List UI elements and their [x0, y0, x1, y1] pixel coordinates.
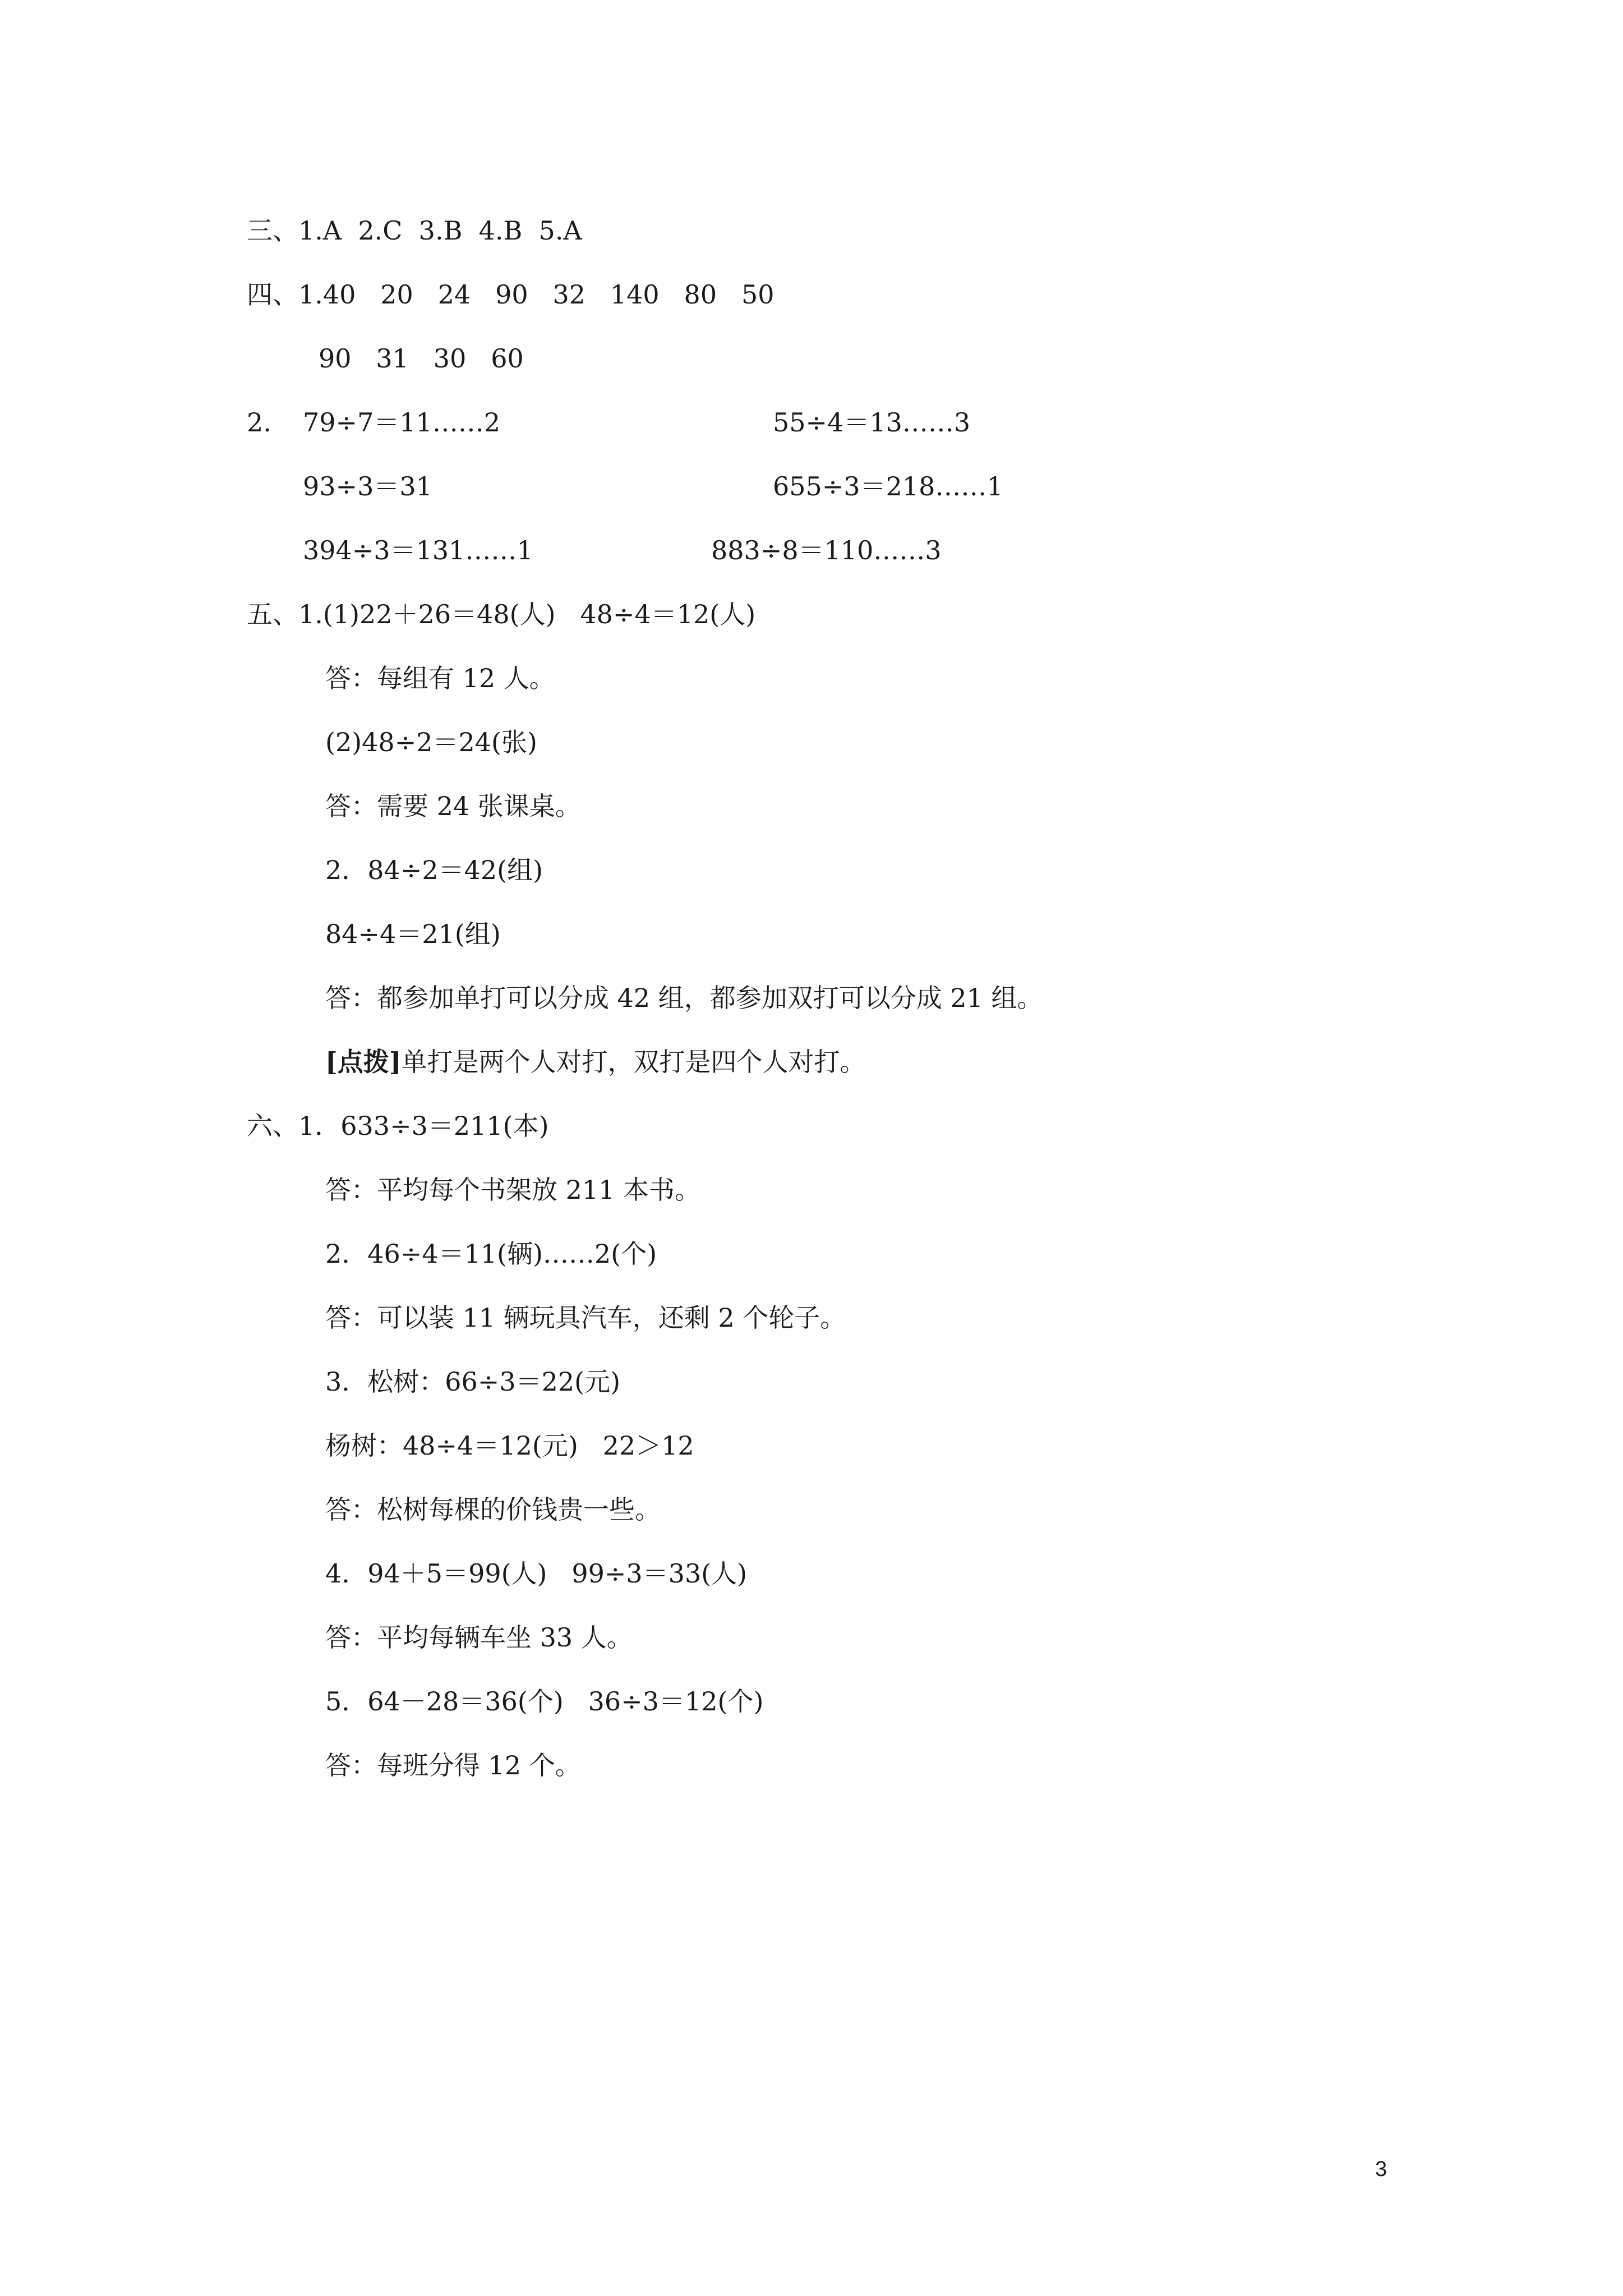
sec5-line1: 五、1.(1)22＋26＝48(人) 48÷4＝12(人)	[247, 599, 756, 629]
sec6-answer2: 答：可以装 11 辆玩具汽车，还剩 2 个轮子。	[325, 1303, 846, 1333]
sec6-line6: 杨树：48÷4＝12(元) 22＞12	[325, 1430, 694, 1461]
sec3-answers: 三、1.A 2.C 3.B 4.B 5.A	[247, 215, 582, 246]
sec6-answer5: 答：每班分得 12 个。	[325, 1750, 581, 1780]
sec5-answer2: 答：需要 24 张课桌。	[325, 791, 581, 821]
sec5-answer1: 答：每组有 12 人。	[325, 663, 555, 693]
sec5-tip	[325, 1049, 866, 1075]
sec6-answer1: 答：平均每个书架放 211 本书。	[325, 1175, 701, 1205]
sec6-line8: 4．94＋5＝99(人) 99÷3＝33(人)	[325, 1558, 748, 1589]
sec4-eq2: 55÷4＝13……3	[773, 407, 971, 438]
sec6-line10: 5．64－28＝36(个) 36÷3＝12(个)	[325, 1686, 764, 1717]
sec6-line5: 3．松树：66÷3＝22(元)	[325, 1366, 621, 1397]
sec5-line5: 2．84÷2＝42(组)	[325, 855, 543, 885]
sec6-line1: 六、1．633÷3＝211(本)	[247, 1111, 549, 1141]
sec5-line3: (2)48÷2＝24(张)	[325, 727, 537, 757]
page-number: 3	[1375, 2157, 1387, 2181]
sec4-eq4: 655÷3＝218……1	[773, 471, 1003, 501]
sec6-answer3: 答：松树每棵的价钱贵一些。	[325, 1494, 661, 1525]
sec5-line6: 84÷4＝21(组)	[325, 919, 501, 949]
sec4-item2-label: 2.	[247, 407, 271, 438]
sec4-row1: 四、1.40 20 24 90 32 140 80 50	[247, 279, 774, 310]
sec4-eq3: 93÷3＝31	[303, 471, 432, 501]
sec4-eq5: 394÷3＝131……1	[303, 535, 533, 565]
sec4-row2: 90 31 30 60	[319, 343, 524, 374]
tip-text: 单打是两个人对打，双打是四个人对打。	[401, 1047, 866, 1077]
sec4-eq1: 79÷7＝11……2	[303, 407, 501, 438]
sec5-answer3: 答：都参加单打可以分成 42 组，都参加双打可以分成 21 组。	[325, 983, 1043, 1013]
tip-tag: [点拨]	[325, 1047, 402, 1077]
sec6-line3: 2．46÷4＝11(辆)……2(个)	[325, 1239, 657, 1269]
sec4-eq6: 883÷8＝110……3	[711, 535, 942, 565]
sec6-answer4: 答：平均每辆车坐 33 人。	[325, 1622, 633, 1653]
